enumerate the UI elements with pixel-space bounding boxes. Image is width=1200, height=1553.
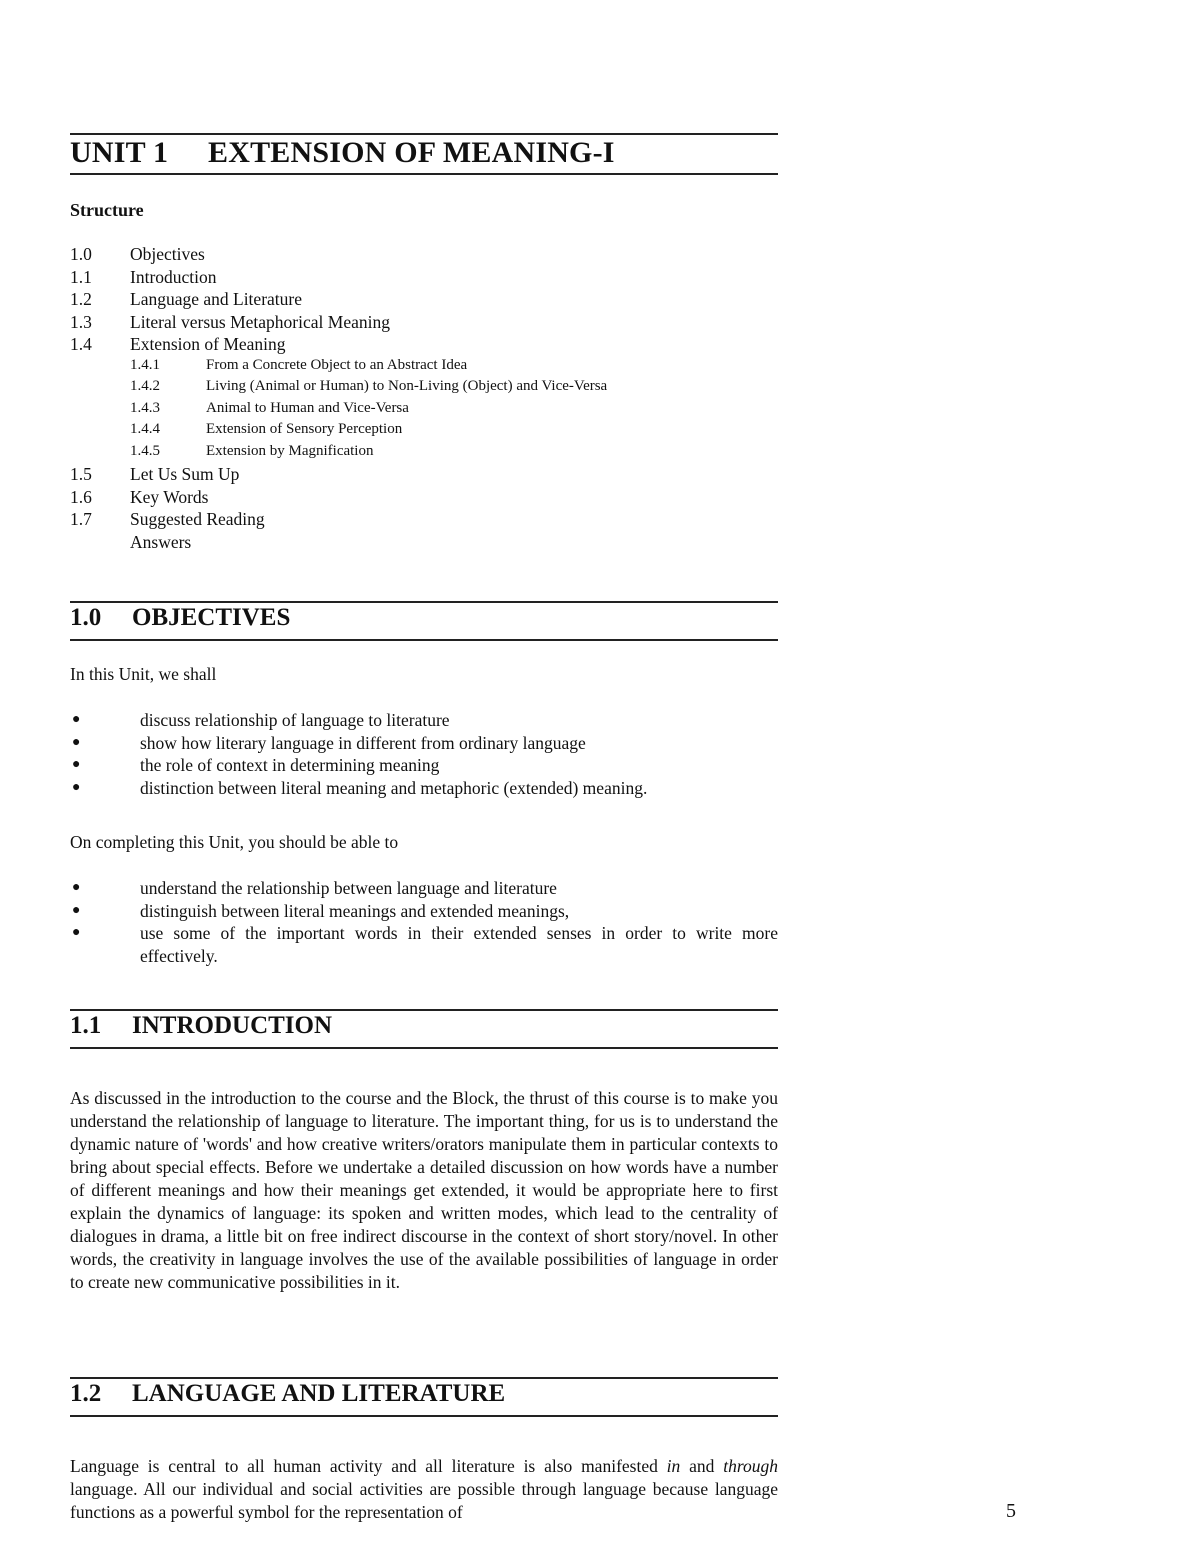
list-item (70, 900, 778, 923)
section-top-rule (70, 1009, 778, 1011)
page-number: 5 (1006, 1500, 1016, 1522)
toc-subitem-label: Animal to Human and Vice-Versa (206, 399, 409, 416)
toc-item (70, 267, 770, 290)
section-title (70, 604, 300, 632)
toc-item-number: 1.1 (70, 266, 92, 287)
section-title-text: OBJECTIVES (132, 604, 291, 631)
paragraph-text: language. All our individual and social activities are possible through language because language functions as a powerful symbol for the representation of (70, 1479, 778, 1522)
list-item-text: show how literary language in different from ordinary language (140, 732, 586, 753)
toc-item (70, 487, 770, 510)
objectives-list-1 (70, 709, 778, 799)
list-item (70, 732, 778, 755)
section-heading-objectives (70, 601, 778, 641)
list-item-text: distinction between literal meaning and metaphoric (extended) meaning. (140, 777, 648, 798)
objectives-intro-2: On completing this Unit, you should be able to (70, 832, 399, 852)
toc-item-number: 1.7 (70, 509, 92, 529)
structure-heading: Structure (70, 200, 144, 220)
section-title (70, 1012, 342, 1040)
toc-subitem-label: Living (Animal or Human) to Non-Living (Object) and Vice-Versa (206, 378, 608, 394)
bullet-icon: ● (72, 779, 81, 795)
bullet-icon: ● (72, 925, 81, 940)
unit-title-text: EXTENSION OF MEANING-I (208, 136, 615, 169)
toc-subitem (70, 378, 770, 400)
title-bottom-rule (70, 173, 778, 175)
toc-item (70, 289, 770, 312)
section-heading-introduction (70, 1009, 778, 1049)
toc-item-label: Language and Literature (130, 289, 302, 309)
language-literature-paragraph (70, 1455, 778, 1524)
toc-item-number: 1.0 (70, 244, 92, 264)
toc-subitem-number: 1.4.2 (130, 378, 160, 394)
toc-item-number: 1.2 (70, 289, 92, 309)
section-bottom-rule (70, 1047, 778, 1049)
toc-subitem-label: From a Concrete Object to an Abstract Idea (206, 356, 468, 373)
list-item-text: distinguish between literal meanings and extended meanings, (140, 900, 570, 921)
section-top-rule (70, 601, 778, 603)
objectives-list-2 (70, 877, 778, 967)
bullet-icon: ● (72, 757, 81, 772)
section-heading-language-literature (70, 1377, 778, 1417)
toc-item (70, 312, 770, 335)
toc-subitem-label: Extension of Sensory Perception (206, 421, 403, 437)
paragraph-text: Language is central to all human activity and all literature is also manifested (70, 1456, 667, 1476)
toc-item (70, 334, 770, 357)
list-item (70, 922, 778, 967)
section-number: 1.2 (70, 1380, 102, 1407)
toc-subitem-number: 1.4.1 (130, 356, 160, 373)
list-item-text: understand the relationship between language and literature (140, 878, 557, 898)
bullet-icon: ● (72, 712, 81, 727)
toc-item-label: Objectives (130, 244, 205, 264)
toc-subitem-label: Extension by Magnification (206, 442, 374, 459)
list-item (70, 877, 778, 900)
toc-item (70, 509, 770, 532)
toc-item-number: 1.4 (70, 334, 92, 354)
emphasis-text: through (723, 1456, 778, 1476)
list-item (70, 777, 778, 800)
toc-item-label: Introduction (130, 266, 217, 287)
toc-item (70, 464, 770, 487)
toc-subitem (70, 421, 770, 443)
toc-item-number: 1.3 (70, 311, 92, 332)
list-item (70, 754, 778, 777)
toc-subitem-number: 1.4.5 (130, 442, 160, 459)
section-number: 1.0 (70, 604, 102, 631)
table-of-contents (70, 244, 770, 554)
unit-number: UNIT 1 (70, 136, 169, 169)
section-title-text: LANGUAGE AND LITERATURE (132, 1380, 506, 1407)
toc-item-label: Suggested Reading (130, 509, 265, 529)
toc-subitem-number: 1.4.3 (130, 399, 160, 416)
section-number: 1.1 (70, 1012, 102, 1039)
toc-item-label: Extension of Meaning (130, 334, 286, 354)
toc-item-label: Literal versus Metaphorical Meaning (130, 311, 390, 332)
paragraph-text: and (680, 1456, 724, 1476)
list-item-text: the role of context in determining meaning (140, 755, 440, 775)
toc-item-label: Key Words (130, 486, 209, 507)
introduction-paragraph: As discussed in the introduction to the course and the Block, the thrust of this course is to make you understand the relationship of language to literature. The important thing, for us is to understand the dynamic nature of 'words' and how creative writers/orators manipulate them in particular contexts to bring about special effects. Before we undertake a detailed discussion on how words have a number of different meanings and how their meanings get extended, it would be appropriate here to first explain the dynamics of language: its spoken and written modes, which lead to the centrality of dialogues in drama, a little bit on free indirect discourse in the context of short story/novel. In other words, the creativity in language involves the use of the available possibilities of language in order to create new communicative possibilities in it. (70, 1088, 778, 1292)
section-title-text: INTRODUCTION (132, 1012, 333, 1039)
title-top-rule (70, 133, 778, 135)
section-top-rule (70, 1377, 778, 1379)
section-bottom-rule (70, 1415, 778, 1417)
emphasis-text: in (666, 1456, 681, 1476)
bullet-icon: ● (72, 734, 81, 750)
section-title (70, 1380, 515, 1408)
list-item-text: use some of the important words in their extended senses in order to write more effectively. (140, 923, 778, 966)
unit-title (70, 136, 778, 170)
toc-subitem-number: 1.4.4 (130, 421, 160, 437)
toc-item (70, 532, 770, 555)
toc-subitem (70, 357, 770, 379)
toc-item-label: Answers (130, 531, 192, 552)
list-item (70, 709, 778, 732)
toc-item-number: 1.5 (70, 464, 92, 484)
bullet-icon: ● (72, 902, 81, 918)
toc-item-label: Let Us Sum Up (130, 464, 240, 484)
toc-item (70, 244, 770, 267)
list-item-text: discuss relationship of language to literature (140, 710, 450, 730)
toc-item-number: 1.6 (70, 486, 92, 507)
section-bottom-rule (70, 639, 778, 641)
objectives-intro: In this Unit, we shall (70, 664, 217, 684)
toc-subitem (70, 443, 770, 465)
bullet-icon: ● (72, 880, 81, 895)
toc-subitem (70, 400, 770, 422)
